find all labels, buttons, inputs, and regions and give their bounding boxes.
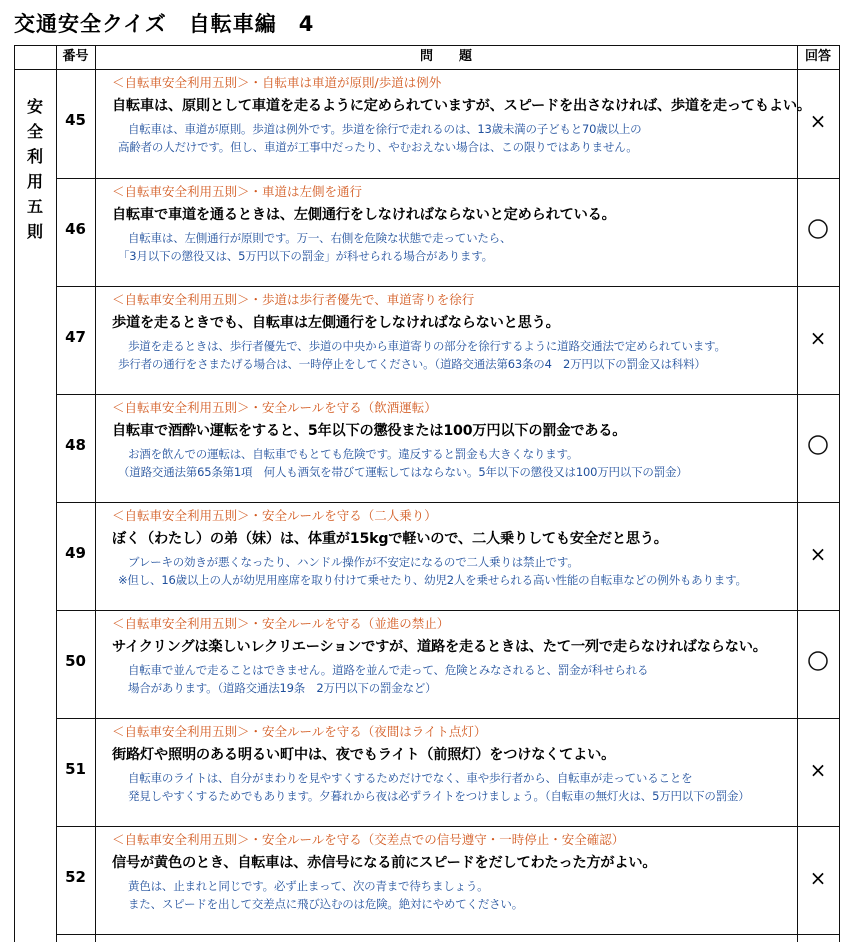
answer-false-mark: ×: [809, 866, 827, 890]
table-row: [14, 394, 839, 502]
explanation-line: 自転車は、左側通行が原則です。万一、右側を危険な状態で走っていたら、: [128, 231, 512, 245]
explanation-line: 場合があります。（道路交通法19条 2万円以下の罰金など）: [128, 681, 437, 695]
category-char: 則: [26, 222, 43, 241]
question-number: 48: [65, 436, 86, 454]
topic-label: ＜自転車安全利用五則＞・安全ルールを守る（夜間はライト点灯）: [112, 724, 487, 739]
explanation-line: 歩行者の通行をさまたげる場合は、一時停止をしてください。（道路交通法第63条の4 2万円以下の罰金又は科料）: [118, 357, 706, 371]
topic-label: ＜自転車安全利用五則＞・歩道は歩行者優先で、車道寄りを徐行: [112, 292, 475, 307]
question-text: サイクリングは楽しいレクリエーションですが、道路を走るときは、たて一列で走らなければならない。: [112, 639, 767, 655]
table-row: [14, 69, 839, 178]
question-cell: [112, 75, 811, 156]
answer-false-mark: ×: [809, 326, 827, 350]
table-row: [14, 178, 839, 286]
explanation-line: ブレーキの効きが悪くなったり、ハンドル操作が不安定になるので二人乗りは禁止です。: [128, 555, 579, 569]
topic-label: ＜自転車安全利用五則＞・安全ルールを守る（交差点での信号遵守・一時停止・安全確認）: [112, 832, 625, 847]
question-cell: [112, 292, 799, 373]
topic-label: ＜自転車安全利用五則＞・安全ルールを守る（飲酒運転）: [112, 400, 437, 415]
circle-icon: [807, 434, 829, 456]
explanation-line: 「3月以下の懲役又は、5万円以下の罰金」が科せられる場合があります。: [118, 249, 493, 263]
explanation-line: 黄色は、止まれと同じです。必ず止まって、次の青まで待ちましょう。: [128, 879, 489, 893]
question-text: 自転車で酒酔い運転をすると、5年以下の懲役または100万円以下の罰金である。: [112, 423, 627, 439]
explanation-line: ※但し、16歳以上の人が幼児用座席を取り付けて乗せたり、幼児2人を乗せられる高い性能の自転車などの例外もあります。: [118, 573, 747, 587]
question-cell: [112, 400, 799, 481]
answer-false-mark: ×: [809, 109, 827, 133]
question-number: 45: [65, 111, 86, 129]
table-row: [14, 502, 839, 610]
table-right-border: [839, 45, 840, 942]
explanation-line: 発見しやすくするためでもあります。夕暮れから夜は必ずライトをつけましょう。（自転車の無灯火は、5万円以下の罰金）: [128, 789, 750, 803]
answer-true-mark: [797, 218, 839, 240]
circle-icon: [807, 218, 829, 240]
category-char: 安: [26, 97, 43, 116]
question-text: 歩道を走るときでも、自転車は左側通行をしなければならないと思う。: [112, 315, 560, 331]
question-number: 46: [65, 220, 86, 238]
table-row: [14, 610, 839, 718]
explanation-line: 自転車は、車道が原則。歩道は例外です。歩道を徐行で走れるのは、13歳未満の子どもと70歳以上の: [128, 122, 642, 136]
table-row: [14, 718, 839, 826]
answer-false-mark: ×: [809, 542, 827, 566]
table-row: [14, 826, 839, 934]
category-char: 五: [26, 197, 43, 216]
topic-label: ＜自転車安全利用五則＞・自転車は車道が原則/歩道は例外: [112, 75, 442, 90]
category-char: 用: [26, 172, 43, 191]
explanation-line: 歩道を走るときは、歩行者優先で、歩道の中央から車道寄りの部分を徐行するように道路交通法で定められています。: [128, 339, 726, 353]
table-row: [14, 286, 839, 394]
header-number: 番号: [62, 49, 89, 64]
explanation-line: 高齢者の人だけです。但し、車道が工事中だったり、やむおえない場合は、この限りではありません。: [118, 140, 638, 154]
topic-label: ＜自転車安全利用五則＞・安全ルールを守る（二人乗り）: [112, 508, 437, 523]
explanation-line: 自転車で並んで走ることはできません。道路を並んで走って、危険とみなされると、罰金が科せられる: [128, 663, 649, 677]
answer-false-mark: ×: [809, 758, 827, 782]
question-cell: [112, 616, 799, 697]
header-answer: 回答: [804, 49, 831, 64]
question-number: 49: [65, 544, 86, 562]
answer-true-mark: [797, 434, 839, 456]
circle-icon: [807, 650, 829, 672]
topic-label: ＜自転車安全利用五則＞・車道は左側を通行: [112, 184, 363, 199]
question-cell: [112, 724, 799, 805]
question-number: 47: [65, 328, 86, 346]
explanation-line: 自転車のライトは、自分がまわりを見やすくするためだけでなく、車や歩行者から、自転車が走っていることを: [128, 771, 693, 785]
question-text: 自転車は、原則として車道を走るように定められていますが、スピードを出さなければ、歩道を走ってもよい。: [112, 98, 811, 114]
category-char: 利: [26, 147, 43, 166]
question-text: 信号が黄色のとき、自転車は、赤信号になる前にスピードをだしてわたった方がよい。: [112, 855, 657, 871]
question-number: 51: [65, 760, 86, 778]
page-title: 交通安全クイズ 自転車編 4: [14, 12, 315, 36]
question-cell: [112, 832, 799, 913]
question-cell: [112, 184, 799, 265]
question-text: ぼく（わたし）の弟（妹）は、体重が15kgで軽いので、二人乗りしても安全だと思う。: [112, 531, 668, 547]
explanation-line: また、スピードを出して交差点に飛び込むのは危険。絶対にやめてください。: [128, 897, 524, 911]
topic-label: ＜自転車安全利用五則＞・安全ルールを守る（並進の禁止）: [112, 616, 450, 631]
explanation-line: お酒を飲んでの運転は、自転車でもとても危険です。違反すると罰金も大きくなります。: [128, 447, 579, 461]
question-cell: [112, 508, 799, 589]
question-number: 50: [65, 652, 86, 670]
question-text: 街路灯や照明のある明るい町中は、夜でもライト（前照灯）をつけなくてよい。: [112, 747, 616, 763]
question-number: 52: [65, 868, 86, 886]
category-char: 全: [26, 122, 43, 141]
row-divider: [56, 934, 839, 935]
answer-true-mark: [797, 650, 839, 672]
header-question: 問 題: [419, 49, 472, 64]
explanation-line: （道路交通法第65条第1項 何人も酒気を帯びて運転してはならない。5年以下の懲役又は100万円以下の罰金）: [118, 465, 688, 479]
question-text: 自転車で車道を通るときは、左側通行をしなければならないと定められている。: [112, 207, 616, 223]
quiz-table: [14, 45, 839, 942]
